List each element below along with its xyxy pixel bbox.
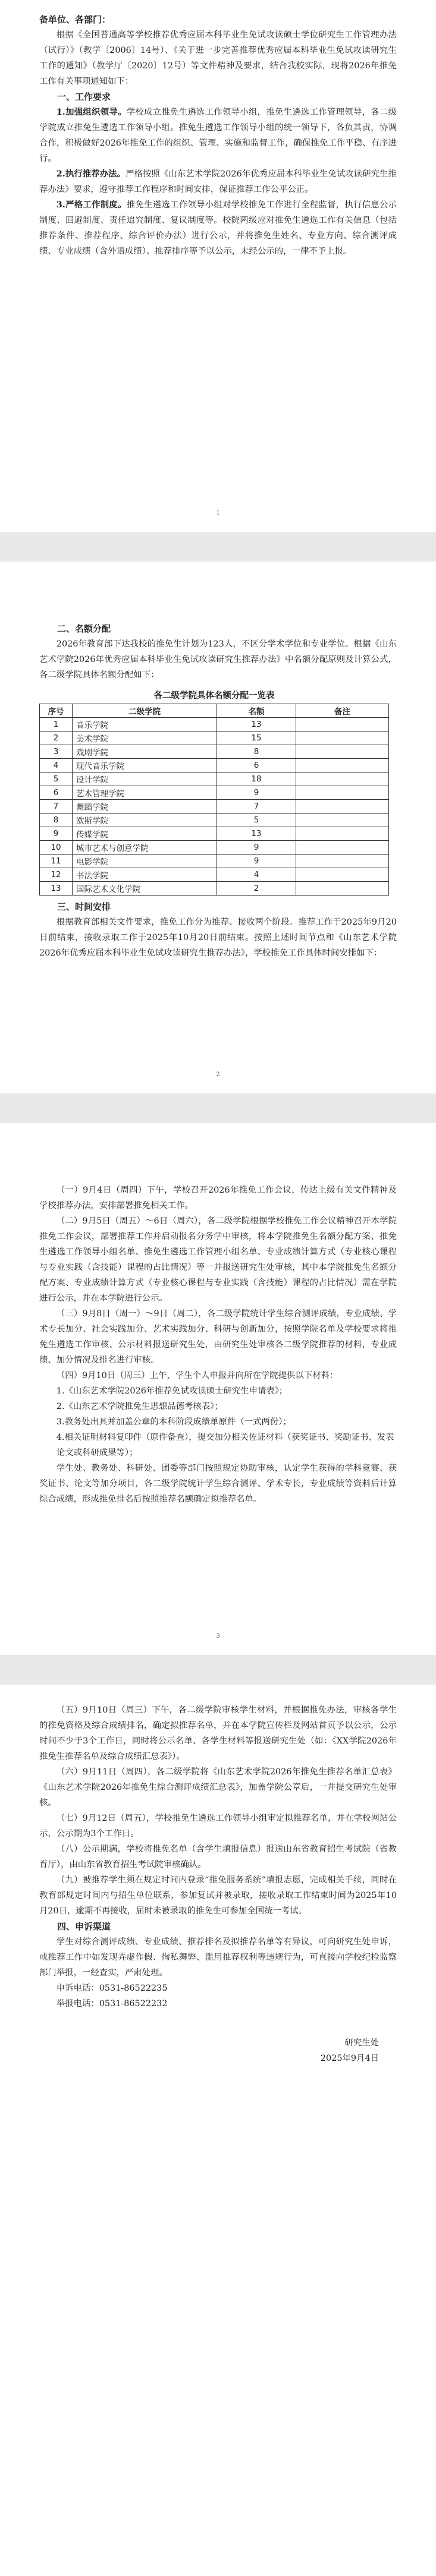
section-1-item-2-title: 2.执行推荐办法。 bbox=[56, 169, 126, 179]
schedule-item-7: （七）9月12日（周五），学校推免生遴选工作领导小组审定拟推荐名单，并在学校网站公示，公示期为3个工作日。 bbox=[39, 1814, 397, 1839]
schedule-item-4: （四）9月10日（周三）上午，学生个人申报并向所在学院提供以下材料： bbox=[56, 1371, 338, 1380]
cell-no: 7 bbox=[40, 800, 73, 814]
salutation: 备单位、各部门： bbox=[39, 14, 111, 25]
cell-quota: 9 bbox=[217, 855, 296, 868]
header-note: 备注 bbox=[296, 704, 389, 718]
table-row bbox=[40, 841, 389, 855]
material-item: 3.教务处出具并加盖公章的本科阶段成绩单原件（一式两份）； bbox=[56, 1417, 291, 1427]
table-row bbox=[40, 827, 389, 841]
cell-no: 1 bbox=[40, 718, 73, 732]
report-phone: 举报电话：0531-86522232 bbox=[56, 1999, 168, 2009]
page-number: 1 bbox=[216, 510, 220, 516]
cell-note bbox=[296, 800, 389, 814]
cell-college: 设计学院 bbox=[73, 773, 217, 786]
cell-college: 传媒学院 bbox=[73, 827, 217, 841]
section-1-item-3 bbox=[39, 197, 397, 259]
section-1-item-1-text: 学校成立推免生遴选工作领导小组，推免生遴选工作管理领导，各二级学院成立推免生遴选工作领导小组。推免生遴选工作领导小组的统一领导下，各负其责，协调合作，积极做好2026年推免工作的组织、管理、实施和监督工作，确保推免工作平稳、有序进行。 bbox=[39, 108, 397, 163]
cell-college: 美术学院 bbox=[73, 732, 217, 745]
header-quota: 名额 bbox=[217, 704, 296, 718]
table-header-row bbox=[40, 704, 389, 718]
signature-date: 2025年9月4日 bbox=[320, 2054, 379, 2063]
intro-paragraph: 根据《全国普通高等学校推荐优秀应届本科毕业生免试攻读硕士学位研究生工作管理办法（试行）》（教学〔2006〕14号）、《关于进一步完善推荐优秀应届本科毕业生免试攻读研究生工作的通知》（教学厅〔2020〕12号）等文件精神及要求，结合我校实际，现将2026年推免工作有关事项通知如下： bbox=[39, 30, 397, 86]
cell-college: 舞蹈学院 bbox=[73, 800, 217, 814]
section-2-title: 二、名额分配 bbox=[57, 623, 111, 634]
cell-no: 9 bbox=[40, 827, 73, 841]
table-row bbox=[40, 855, 389, 868]
cell-college: 现代音乐学院 bbox=[73, 759, 217, 773]
table-row bbox=[40, 868, 389, 882]
document-page-3 bbox=[0, 1123, 436, 1655]
cell-no: 8 bbox=[40, 814, 73, 827]
schedule-item-2: （二）9月5日（周五）～6日（周六），各二级学院根据学校推免工作会议精神召开本学院推免工作会议，部署推荐工作并启动报名分务学中审核，将本学院推免生名额分配方案、推免生遴选工作领导小组名单、推免生遴选工作管理小组名单、专业成绩计算方式（专业核心课程与专业实践（含技能）课程的占比情况）等一并报送研究生处审核，其中本学院推免生名额分配方案、专业成绩计算方式（专业核心课程与专业实践（含技能）课程的占比情况）需在学院进行公示，并在本学院进行公示。 bbox=[39, 1216, 397, 1303]
section-1-title: 一、工作要求 bbox=[57, 92, 111, 102]
cell-college: 艺术管理学院 bbox=[73, 786, 217, 800]
cell-no: 11 bbox=[40, 855, 73, 868]
section-1-item-3-title: 3.严格工作制度。 bbox=[56, 200, 127, 210]
table-row bbox=[40, 732, 389, 745]
table-row bbox=[40, 745, 389, 759]
cell-note bbox=[296, 868, 389, 882]
table-row bbox=[40, 800, 389, 814]
cell-note bbox=[296, 718, 389, 732]
document-page-1 bbox=[0, 0, 436, 532]
cell-note bbox=[296, 786, 389, 800]
material-item: 4.相关证明材料复印件（原件备查），提交加分相关佐证材料（获奖证书、奖励证书、发表论文或科研成果等）； bbox=[56, 1433, 394, 1458]
cell-college: 城市艺术与创意学院 bbox=[73, 841, 217, 855]
cell-college: 音乐学院 bbox=[73, 718, 217, 732]
cell-note bbox=[296, 814, 389, 827]
cell-quota: 2 bbox=[217, 882, 296, 896]
cell-quota: 9 bbox=[217, 786, 296, 800]
document-page-4 bbox=[0, 1685, 436, 2576]
cell-quota: 13 bbox=[217, 718, 296, 732]
cell-note bbox=[296, 745, 389, 759]
schedule-item-8: （八）公示期满，学校将推免名单（含学生填报信息）报送山东省教育招生考试院（省教育厅），由山东省教育招生考试院审核确认。 bbox=[39, 1844, 397, 1869]
cell-quota: 6 bbox=[217, 759, 296, 773]
cell-no: 5 bbox=[40, 773, 73, 786]
cell-college: 电影学院 bbox=[73, 855, 217, 868]
section-4-title: 四、申诉渠道 bbox=[57, 1921, 111, 1932]
schedule-item-5: （五）9月10日（周三）下午，各二级学院审核学生材料，并根据推免办法，审核各学生的推免资格及综合成绩排名，确定拟推荐名单，并在本学院宣传栏及网站首页予以公示，公示时间不少于3个工作日，同时将公示名单、各学生材料等报送研究生处（如：《XX学院2026年推免生推荐名单及综合成绩汇总表》）。 bbox=[39, 1705, 397, 1761]
section-1-item-3-text: 推免生遴选工作领导小组对学校推免工作进行全程监督，执行信息公示制度、回避制度、责任追究制度、复议制度等。校院两级应对推免生遴选工作有关信息（包括推荐条件、推荐程序、综合评价办法）进行公示，并将推免生姓名、专业方向、综合测评成绩、专业成绩（含外语成绩）、推荐排序等予以公示，未经公示的，一律不予上报。 bbox=[39, 200, 397, 256]
material-item: 1.《山东艺术学院2026年推荐免试攻读硕士研究生申请表》； bbox=[56, 1386, 288, 1396]
cell-college: 戏剧学院 bbox=[73, 745, 217, 759]
header-college: 二级学院 bbox=[73, 704, 217, 718]
cell-note bbox=[296, 759, 389, 773]
schedule-item-9: （九）被推荐学生须在规定时间内登录“推免服务系统”填报志愿，完成相关手续，同时在教育部规定时间内与招生单位联系，参加复试并被录取，接收录取工作结束时间为2025年10月20日，逾期不再接收，届时未被录取的推免生可参加全国统一考试。 bbox=[39, 1875, 397, 1916]
schedule-item-4-tail: 学生处、教务处、科研处、团委等部门按照规定协助审核，认定学生获得的学科竞赛、获奖证书、论文等加分项目，各二级学院统计学生综合测评、学术专长，专业成绩等资料后计算综合成绩，形成推免排名后按照推荐名额确定拟推荐名单。 bbox=[39, 1464, 397, 1504]
schedule-item-6: （六）9月11日（周四），各二级学院将《山东艺术学院2026年推免生推荐名单汇总表》《山东艺术学院2026年推免生综合测评成绩汇总表》，加盖学院公章后，一并提交研究生处审核。 bbox=[39, 1767, 397, 1808]
section-1-item-2 bbox=[39, 166, 397, 197]
schedule-item-1: （一）9月4日（周四）下午，学校召开2026年推免工作会议，传达上级有关文件精神及学校推荐办法，安排部署推免相关工作。 bbox=[39, 1185, 397, 1210]
table-row bbox=[40, 786, 389, 800]
cell-quota: 4 bbox=[217, 868, 296, 882]
section-2-paragraph: 2026年教育部下达我校的推免生计划为123人，不区分学术学位和专业学位。根据《山东艺术学院2026年优秀应届本科毕业生免试攻读研究生推荐办法》中名额分配原则及计算公式，各二级学院具体名额分配如下： bbox=[39, 639, 397, 680]
cell-quota: 9 bbox=[217, 841, 296, 855]
material-item: 2.《山东艺术学院推免生思想品德考核表》； bbox=[56, 1402, 223, 1411]
header-no: 序号 bbox=[40, 704, 73, 718]
cell-quota: 18 bbox=[217, 773, 296, 786]
cell-college: 国际艺术文化学院 bbox=[73, 882, 217, 896]
section-1-item-1 bbox=[39, 105, 397, 166]
cell-quota: 8 bbox=[217, 745, 296, 759]
quota-table-caption: 各二级学院具体名额分配一览表 bbox=[153, 690, 275, 701]
section-1-item-2-text: 严格按照《山东艺术学院2026年优秀应届本科毕业生免试攻读研究生推荐办法》要求，遵守推荐工作程序和时间安排，保证推荐工作公平公正。 bbox=[39, 169, 397, 194]
cell-note bbox=[296, 732, 389, 745]
cell-quota: 5 bbox=[217, 814, 296, 827]
page-number: 3 bbox=[216, 1633, 220, 1639]
cell-quota: 15 bbox=[217, 732, 296, 745]
cell-college: 欧斯学院 bbox=[73, 814, 217, 827]
table-row bbox=[40, 882, 389, 896]
cell-college: 书法学院 bbox=[73, 868, 217, 882]
cell-no: 10 bbox=[40, 841, 73, 855]
section-3-paragraph: 根据教育部相关文件要求，推免工作分为推荐、接收两个阶段。推荐工作于2025年9月20日前结束，接收录取工作于2025年10月20日前结束。按照上述时间节点和《山东艺术学院2026年优秀应届本科毕业生免试攻读研究生推荐办法》，学校推免工作具体时间安排如下： bbox=[39, 917, 397, 958]
cell-note bbox=[296, 841, 389, 855]
cell-quota: 7 bbox=[217, 800, 296, 814]
page-number: 2 bbox=[216, 1071, 220, 1078]
section-4-paragraph: 学生对综合测评成绩、专业成绩、推荐排名及拟推荐名单等有异议，可向研究生处申诉，或推荐工作中如发现弄虚作假、徇私舞弊、滥用推荐权利等违规行为，可直接向学校纪检监察部门举报，一经查实，严肃处理。 bbox=[39, 1937, 397, 1978]
cell-no: 3 bbox=[40, 745, 73, 759]
section-3-title: 三、时间安排 bbox=[57, 901, 111, 912]
document-page-2 bbox=[0, 562, 436, 1093]
cell-note bbox=[296, 855, 389, 868]
signature-org: 研究生处 bbox=[344, 2038, 379, 2048]
schedule-item-3: （三）9月8日（周一）～9日（周二），各二级学院统计学生综合测评成绩，专业成绩、学术专长加分、社会实践加分、艺术实践加分、科研与创新加分，按照学院名单及学校要求将推免生遴选工作审核、公示材料报送研究生处，由研究生处审核各二级学院推荐的材料，专业成绩、加分情况及排名进行审核。 bbox=[39, 1309, 397, 1365]
appeal-phone: 申诉电话：0531-86522235 bbox=[56, 1984, 168, 1993]
cell-quota: 13 bbox=[217, 827, 296, 841]
table-row bbox=[40, 718, 389, 732]
table-row bbox=[40, 759, 389, 773]
cell-no: 12 bbox=[40, 868, 73, 882]
cell-no: 2 bbox=[40, 732, 73, 745]
table-row bbox=[40, 773, 389, 786]
cell-note bbox=[296, 882, 389, 896]
signature-block bbox=[39, 2035, 397, 2066]
cell-no: 6 bbox=[40, 786, 73, 800]
cell-no: 13 bbox=[40, 882, 73, 896]
cell-note bbox=[296, 773, 389, 786]
cell-note bbox=[296, 827, 389, 841]
cell-no: 4 bbox=[40, 759, 73, 773]
section-1-item-1-title: 1.加强组织领导。 bbox=[56, 107, 127, 117]
table-row bbox=[40, 814, 389, 827]
quota-table bbox=[39, 686, 389, 896]
